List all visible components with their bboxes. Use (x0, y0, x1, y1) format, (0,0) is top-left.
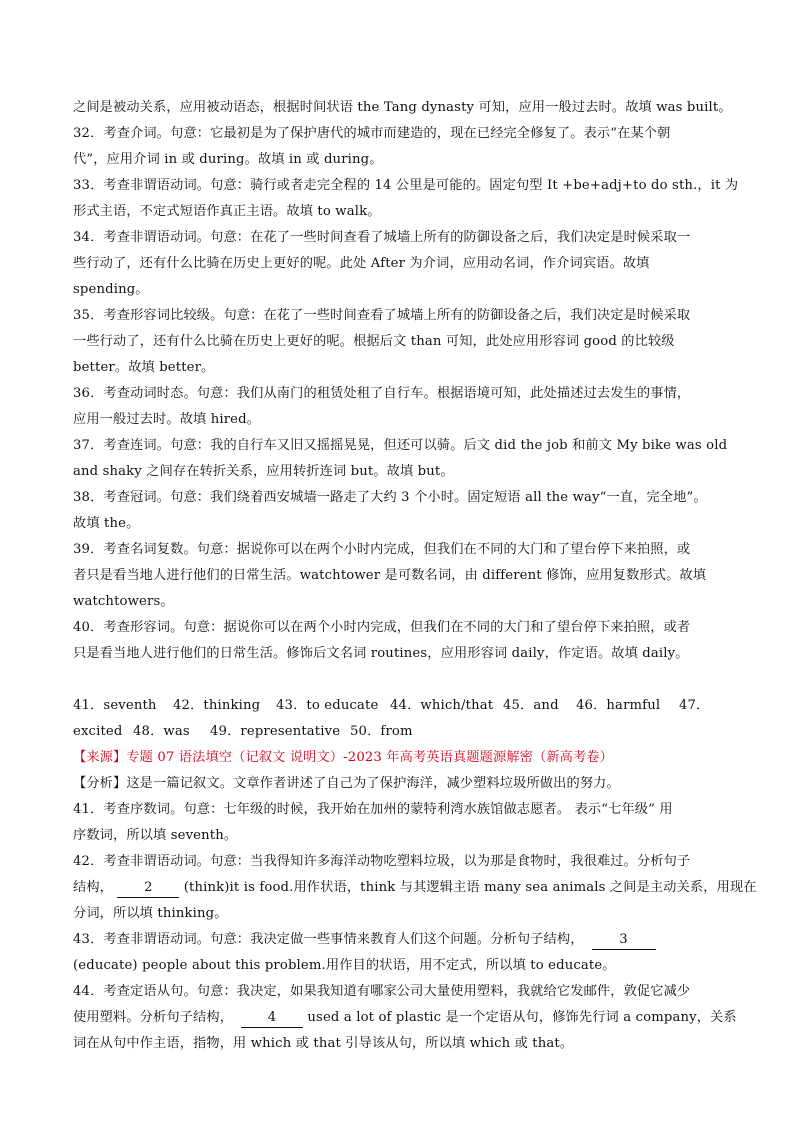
source-line: 【来源】专题 07 语法填空（记叙文 说明文）-2023 年高考英语真题题源解密（新高考卷） (73, 750, 614, 765)
answer-explanations (73, 95, 757, 1057)
answer-47-label: 47． (679, 698, 710, 713)
inline-text: used a lot of plastic 是一个定语从句，修饰先行词 a company，关系 (307, 1010, 737, 1025)
text-line: 37．考查连词。句意：我的自行车又旧又摇摇晃晃，但还可以骑。后文 did the job 和前文 My bike was old (73, 438, 728, 453)
text-line: 33．考查非谓语动词。句意：骑行或者走完全程的 14 公里是可能的。固定句型 It +be+adj+to do sth.，it 为 (73, 178, 739, 193)
text-line: 一些行动了，还有什么比骑在历史上更好的呢。根据后文 than 可知，此处应用形容词 good 的比较级 (73, 334, 675, 349)
text-line (73, 1005, 737, 1031)
inline-text: 43．考查非谓语动词。句意：我决定做一些事情来教育人们这个问题。分析句子结构， (73, 932, 584, 947)
text-line: 代”，应用介词 in 或 during。故填 in 或 during。 (73, 152, 383, 167)
text-line: 之间是被动关系，应用被动语态，根据时间状语 the Tang dynasty 可知，应用一般过去时。故填 was built。 (73, 100, 732, 115)
text-line: 39．考查名词复数。句意：据说你可以在两个小时内完成，但我们在不同的大门和了望台停下来拍照，或 (73, 542, 691, 557)
text-line: 分词，所以填 thinking。 (73, 906, 228, 921)
text-line: 词在从句中作主语，指物，用 which 或 that 引导该从句，所以填 which 或 that。 (73, 1036, 574, 1051)
answer-47-value: excited (73, 724, 123, 739)
answer-43: 43．to educate (276, 698, 379, 713)
spacer (73, 667, 733, 693)
inline-text: 使用塑料。分析句子结构， (73, 1010, 234, 1025)
analysis-line: 【分析】这是一篇记叙文。文章作者讲述了自己为了保护海洋，减少塑料垃圾所做出的努力。 (73, 776, 620, 791)
text-line: 序数词，所以填 seventh。 (73, 828, 238, 843)
answer-50: 50．from (350, 724, 413, 739)
answer-42: 42．thinking (173, 698, 261, 713)
text-line: 40．考查形容词。句意：据说你可以在两个小时内完成，但我们在不同的大门和了望台停下来拍照，或者 (73, 620, 691, 635)
text-line (73, 927, 733, 953)
answer-41: 41．seventh (73, 698, 157, 713)
text-line: 38．考查冠词。句意：我们绕着西安城墙一路走了大约 3 个小时。固定短语 all the way“一直，完全地”。 (73, 490, 707, 505)
answer-49: 49．representative (210, 724, 341, 739)
text-line: 只是看当地人进行他们的日常生活。修饰后文名词 routines，应用形容词 daily，作定语。故填 daily。 (73, 646, 689, 661)
text-line: 36．考查动词时态。句意：我们从南门的租赁处租了自行车。根据语境可知，此处描述过去发生的事情， (73, 386, 691, 401)
text-line: 44．考查定语从句。句意：我决定，如果我知道有哪家公司大量使用塑料，我就给它发邮件，敦促它减少 (73, 984, 691, 999)
text-line: 故填 the。 (73, 516, 140, 531)
text-line: 42．考查非谓语动词。句意：当我得知许多海洋动物吃塑料垃圾，以为那是食物时，我很难过。分析句子 (73, 854, 691, 869)
text-line: spending。 (73, 282, 149, 297)
blank-3: 3 (592, 931, 656, 950)
text-line: 32．考查介词。句意：它最初是为了保护唐代的城市而建造的，现在已经完全修复了。表示“在某个朝 (73, 126, 671, 141)
answer-45: 45．and (503, 698, 559, 713)
text-line: 些行动了，还有什么比骑在历史上更好的呢。此处 After 为介词，应用动名词，作介词宾语。故填 (73, 256, 650, 271)
blank-2: 2 (117, 879, 179, 898)
answer-46: 46．harmful (576, 698, 661, 713)
text-line: 应用一般过去时。故填 hired。 (73, 412, 261, 427)
text-line: watchtowers。 (73, 594, 174, 609)
blank-4: 4 (241, 1009, 303, 1028)
text-line: better。故填 better。 (73, 360, 215, 375)
text-line: 41．考查序数词。句意：七年级的时候，我开始在加州的蒙特利湾水族馆做志愿者。 表示“七年级” 用 (73, 802, 673, 817)
inline-text: 结构， (73, 880, 114, 895)
answer-44: 44．which/that (390, 698, 494, 713)
answer-48: 48．was (133, 724, 190, 739)
text-line: 34．考查非谓语动词。句意：在花了一些时间查看了城墙上所有的防御设备之后，我们决定是时候采取一 (73, 230, 691, 245)
text-line: 者只是看当地人进行他们的日常生活。watchtower 是可数名词，由 different 修饰，应用复数形式。故填 (73, 568, 707, 583)
answer-key-row (73, 693, 733, 719)
text-line: and shaky 之间存在转折关系，应用转折连词 but。故填 but。 (73, 464, 454, 479)
text-line (73, 875, 757, 901)
inline-text: (think)it is food.用作状语，think 与其逻辑主语 many sea animals 之间是主动关系，用现在 (183, 880, 757, 895)
answer-key-row (73, 719, 733, 745)
text-line: 35．考查形容词比较级。句意：在花了一些时间查看了城墙上所有的防御设备之后，我们决定是时候采取 (73, 308, 691, 323)
text-line: (educate) people about this problem.用作目的状语，用不定式，所以填 to educate。 (73, 958, 616, 973)
text-line: 形式主语，不定式短语作真正主语。故填 to walk。 (73, 204, 381, 219)
